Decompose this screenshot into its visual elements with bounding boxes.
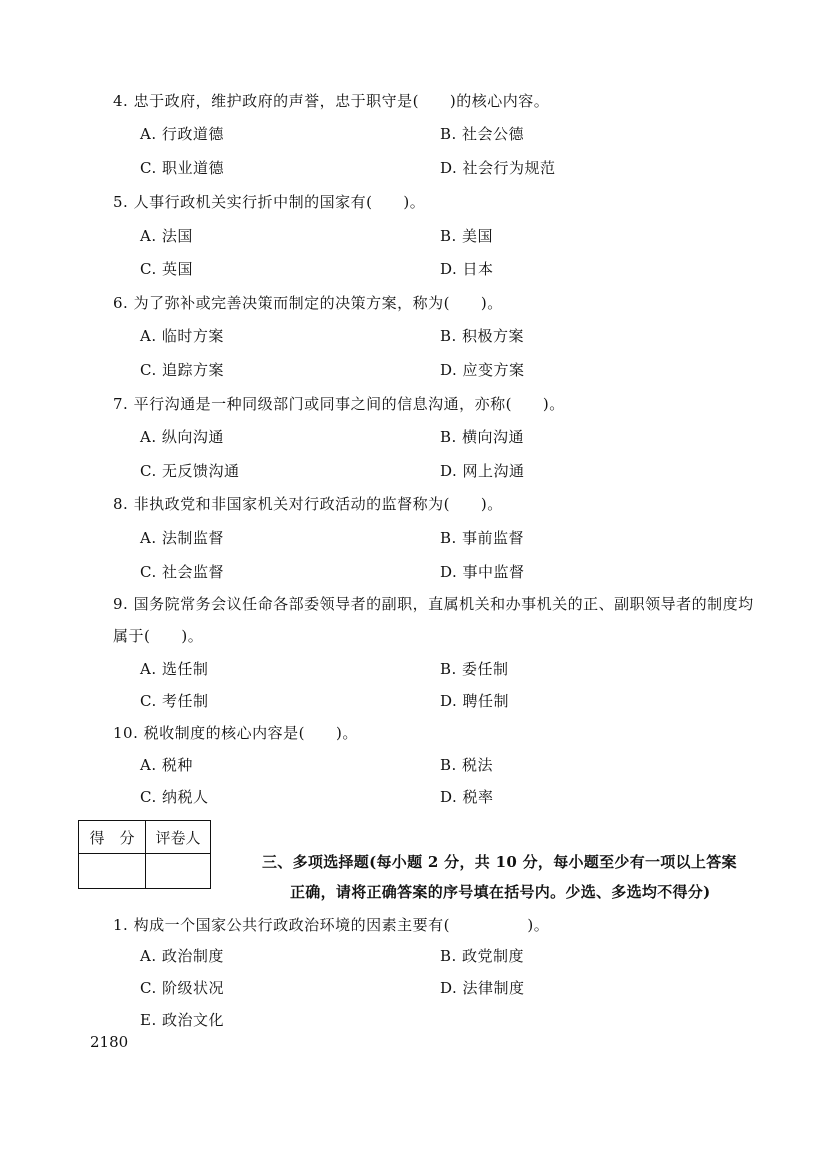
grader-header: 评卷人	[146, 821, 211, 854]
mq1-option-a: A. 政治制度	[140, 947, 224, 965]
q7-option-d: D. 网上沟通	[440, 462, 525, 480]
q7-option-a: A. 纵向沟通	[140, 428, 224, 446]
question-5-stem: 5. 人事行政机关实行折中制的国家有( )。	[113, 193, 426, 211]
question-4-stem: 4. 忠于政府，维护政府的声誉，忠于职守是( )的核心内容。	[113, 92, 550, 110]
q9-option-c: C. 考任制	[140, 692, 209, 710]
mq1-option-d: D. 法律制度	[440, 979, 525, 997]
q5-option-d: D. 日本	[440, 260, 494, 278]
mq1-option-b: B. 政党制度	[440, 947, 525, 965]
q6-option-c: C. 追踪方案	[140, 361, 224, 379]
q4-option-c: C. 职业道德	[140, 159, 224, 177]
question-8-stem: 8. 非执政党和非国家机关对行政活动的监督称为( )。	[113, 495, 503, 513]
q4-option-a: A. 行政道德	[140, 125, 224, 143]
q6-option-b: B. 积极方案	[440, 327, 525, 345]
mq1-option-c: C. 阶级状况	[140, 979, 224, 997]
q7-option-b: B. 横向沟通	[440, 428, 525, 446]
q8-option-d: D. 事中监督	[440, 563, 525, 581]
question-9-stem: 9. 国务院常务会议任命各部委领导者的副职，直属机关和办事机关的正、副职领导者的制度均属于( )。	[113, 595, 754, 645]
q4-option-b: B. 社会公德	[440, 125, 525, 143]
q8-option-a: A. 法制监督	[140, 529, 224, 547]
q10-option-b: B. 税法	[440, 756, 494, 774]
score-box	[78, 820, 211, 889]
q7-option-c: C. 无反馈沟通	[140, 462, 240, 480]
q8-option-c: C. 社会监督	[140, 563, 224, 581]
q10-option-a: A. 税种	[140, 756, 193, 774]
q6-option-d: D. 应变方案	[440, 361, 525, 379]
grader-cell[interactable]	[146, 854, 211, 889]
score-cell[interactable]	[79, 854, 146, 889]
q9-option-b: B. 委任制	[440, 660, 509, 678]
q10-option-d: D. 税率	[440, 788, 494, 806]
score-header: 得 分	[79, 821, 146, 854]
question-7-stem: 7. 平行沟通是一种同级部门或同事之间的信息沟通，亦称( )。	[113, 395, 565, 413]
section-3-title-line1: 三、多项选择题(每小题 2 分，共 10 分，每小题至少有一项以上答案	[262, 853, 737, 871]
section-3-title-line2: 正确，请将正确答案的序号填在括号内。少选、多选均不得分)	[290, 883, 711, 901]
q8-option-b: B. 事前监督	[440, 529, 525, 547]
page-number: 2180	[90, 1033, 129, 1051]
q5-option-c: C. 英国	[140, 260, 193, 278]
q9-option-a: A. 选任制	[140, 660, 209, 678]
question-10-stem: 10. 税收制度的核心内容是( )。	[113, 724, 358, 742]
q9-option-d: D. 聘任制	[440, 692, 510, 710]
q5-option-a: A. 法国	[140, 227, 193, 245]
q10-option-c: C. 纳税人	[140, 788, 209, 806]
q4-option-d: D. 社会行为规范	[440, 159, 556, 177]
q6-option-a: A. 临时方案	[140, 327, 224, 345]
multi-question-1-stem: 1. 构成一个国家公共行政政治环境的因素主要有( )。	[113, 916, 550, 934]
q5-option-b: B. 美国	[440, 227, 494, 245]
mq1-option-e: E. 政治文化	[140, 1011, 224, 1029]
question-6-stem: 6. 为了弥补或完善决策而制定的决策方案，称为( )。	[113, 294, 503, 312]
